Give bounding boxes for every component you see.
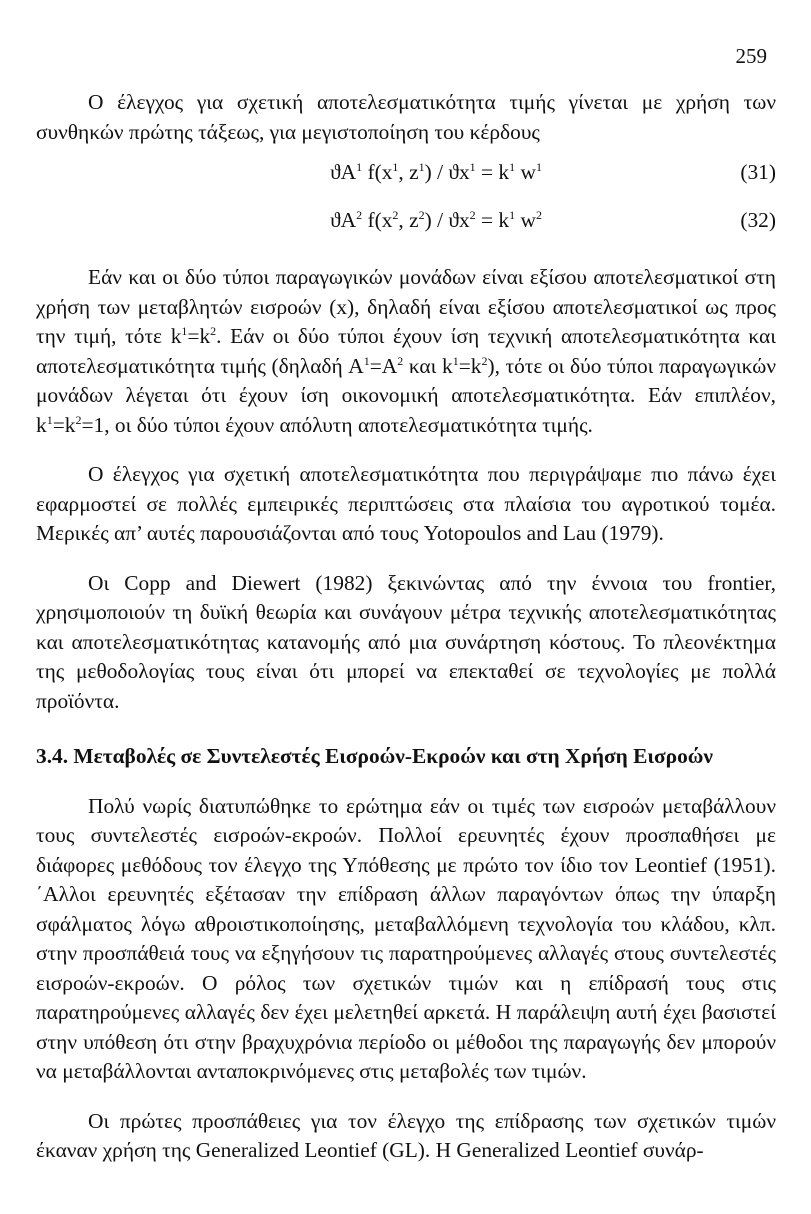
body-text: [36, 88, 776, 1166]
equation-32-formula: $ϑA^2$ $f(x^2$, $z^2) / ϑx^2 = k^1$ $w^2$: [330, 208, 542, 233]
equation-31: [36, 151, 776, 195]
equation-31-number: (31): [740, 160, 776, 185]
paragraph-copp-diewert: Οι Copp and Diewert (1982) ξεκινώντας από την έννοια του frontier, χρησιμοποιούν τη δυϊκή θεωρία και συνάγουν μέτρα τεχνικής αποτελεσματικότητας και αποτελεσματικότητας κατανομής από μια συνάρτηση κόστους. Το πλεονέκτημα της μεθοδολογίας τους είναι ότι μπορεί να επεκταθεί σε τεχνολογίες με πολλά προϊόντα.: [36, 570, 776, 713]
paragraph-equal-efficiency: Εάν και οι δύο τύποι παραγωγικών μονάδων είναι εξίσου αποτελεσματικοί στη χρήση των μεταβλητών εισροών (x), δηλαδή είναι εξίσου αποτελεσματικοί ως προς την τιμή, τότε $k^1=k^2$. Εάν οι δύο τύποι έχουν ίση τεχνική αποτελεσματικότητα και αποτελεσματικότητα τιμής (δηλαδή $A^1=A^2$ και $k^1=k^2$), τότε οι δύο τύποι παραγωγικών μονάδων λέγεται ότι έχουν ίση οικονομική αποτελεσματικότητα. Εάν επιπλέον, $k^1=k^2=1$, οι δύο τύποι έχουν απόλυτη αποτελεσματικότητα τιμής.: [36, 265, 776, 437]
section-heading: 3.4. Μεταβολές σε Συντελεστές Εισροών-Εκροών και στη Χρήση Εισροών: [36, 744, 713, 768]
equation-32-number: (32): [740, 208, 776, 233]
paragraph-price-efficiency-test: Ο έλεγχος για σχετική αποτελεσματικότητα τιμής γίνεται με χρήση των συνθηκών πρώτης τάξεως, για μεγιστοποίηση του κέρδους: [36, 90, 776, 144]
paragraph-input-output-coefficients: Πολύ νωρίς διατυπώθηκε το ερώτημα εάν οι τιμές των εισροών μεταβάλλουν τους συντελεστές εισροών-εκροών. Πολλοί ερευνητές έχουν προσπαθήσει με διάφορες μεθόδους τον έλεγχο της Υπόθεσης με πρώτο τον ίδιο τον Leontief (1951). ΄Αλλοι ερευνητές εξέτασαν την επίδραση άλλων παραγόντων όπως την ύπαρξη σφάλματος λόγω αθροιστικοποίησης, μεταβαλλόμενη τεχνολογία του κλάδου, κλπ. στην προσπάθειά τους να εξηγήσουν τις παρατηρούμενες αλλαγές στους συντελεστές εισροών-εκροών. Ο ρόλος των σχετικών τιμών και η επίδρασή τους στις παρατηρούμενες αλλαγές δεν έχει μελετηθεί αρκετά. Η παράλειψη αυτή έχει βασιστεί στην υπόθεση ότι στην βραχυχρόνια περίοδο οι μέθοδοι της παραγωγής δεν μπορούν να μεταβάλλονται ανταποκρινόμενες στις μεταβολές των τιμών.: [36, 793, 776, 1083]
equation-32: [36, 199, 776, 243]
equation-31-formula: $ϑA^1$ $f(x^1$, $z^1) / ϑx^1 = k^1$ $w^1$: [330, 160, 542, 185]
paragraph-empirical-applications: Ο έλεγχος για σχετική αποτελεσματικότητα που περιγράψαμε πιο πάνω έχει εφαρμοστεί σε πολλές εμπειρικές περιπτώσεις στα πλαίσια του αγροτικού τομέα. Μερικές απ’ αυτές παρουσιάζονται από τους Yotopoulos and Lau (1979).: [36, 462, 776, 545]
page-number: 259: [735, 44, 767, 68]
paragraph-generalized-leontief: Οι πρώτες προσπάθειες για τον έλεγχο της επίδρασης των σχετικών τιμών έκαναν χρήση της Generalized Leontief (GL). Η Generalized Leontief συνάρ-: [36, 1108, 776, 1162]
